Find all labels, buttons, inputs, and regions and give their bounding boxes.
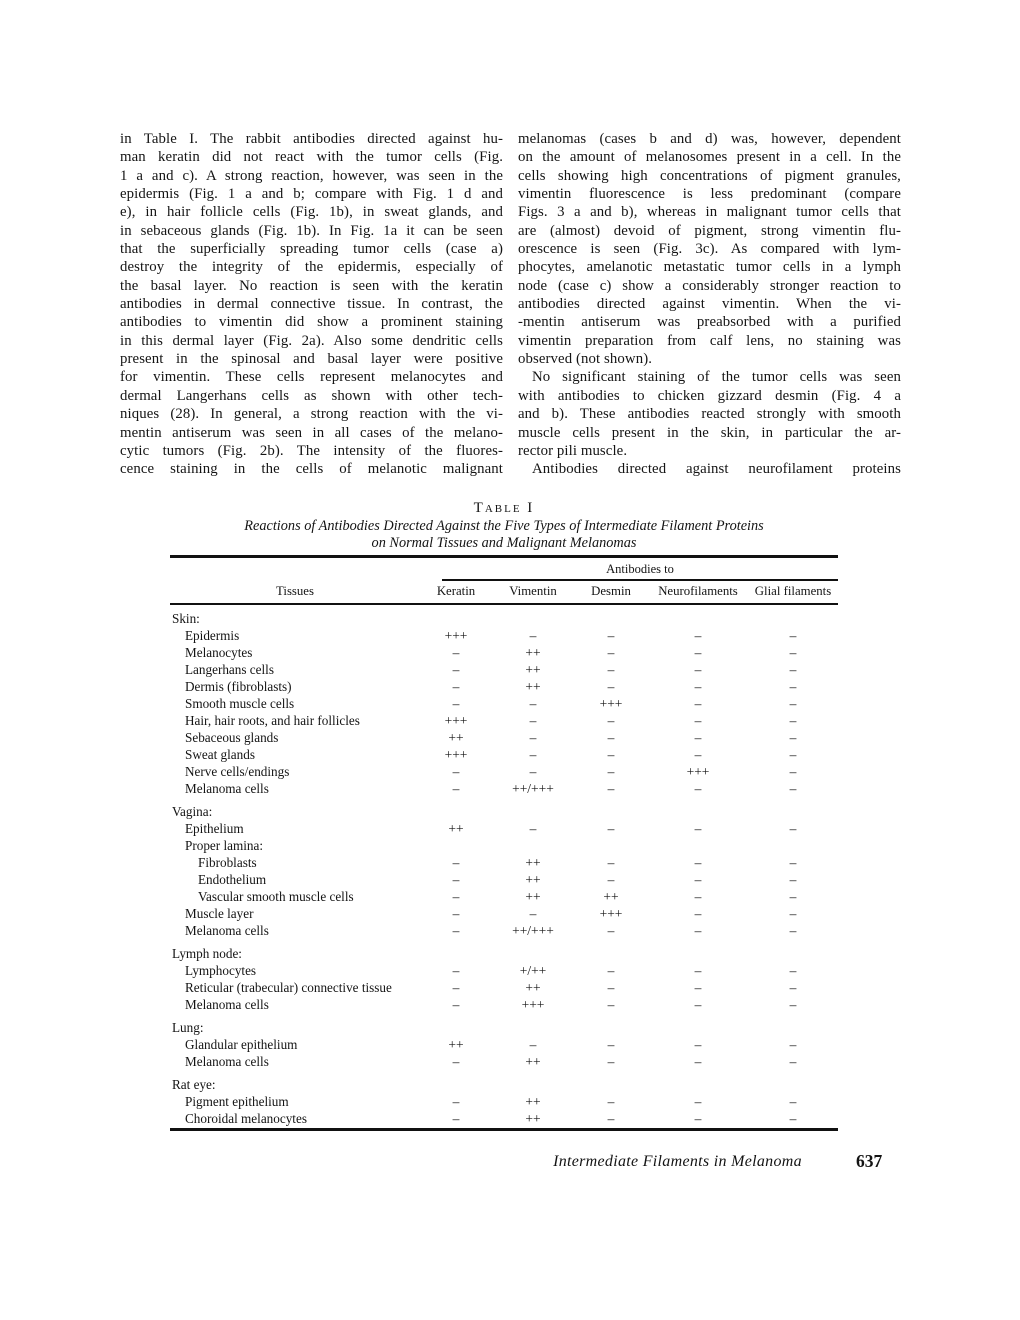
value-cell: – bbox=[607, 821, 615, 836]
tissue-cell: Vascular smooth muscle cells bbox=[198, 889, 354, 904]
value-cell: – bbox=[694, 1037, 702, 1052]
body-text-line: mentin antiserum was seen in all cases of the melano- bbox=[120, 424, 503, 441]
left-column bbox=[120, 130, 503, 479]
body-text-line: Figs. 3 a and b), whereas in malignant tumor cells that bbox=[518, 204, 901, 221]
table-row bbox=[170, 1053, 838, 1070]
table-row bbox=[170, 695, 838, 712]
value-cell: – bbox=[789, 872, 797, 887]
body-text-line: the basal layer. No reaction is seen with the keratin bbox=[120, 277, 503, 294]
tissue-cell: Smooth muscle cells bbox=[185, 696, 295, 711]
value-cell: – bbox=[607, 997, 615, 1012]
value-cell: – bbox=[529, 628, 537, 643]
value-cell: – bbox=[694, 662, 702, 677]
value-cell: – bbox=[452, 872, 460, 887]
value-cell: ++ bbox=[525, 645, 541, 660]
value-cell: – bbox=[529, 730, 537, 745]
value-cell: – bbox=[452, 662, 460, 677]
table-row bbox=[170, 962, 838, 979]
value-cell: – bbox=[607, 963, 615, 978]
value-cell: – bbox=[452, 645, 460, 660]
table-row bbox=[170, 979, 838, 996]
tissue-cell: Dermis (fibroblasts) bbox=[185, 679, 292, 694]
value-cell: – bbox=[789, 1111, 797, 1126]
value-cell: – bbox=[452, 1111, 460, 1126]
value-cell: – bbox=[694, 628, 702, 643]
value-cell: ++ bbox=[525, 1111, 541, 1126]
column-header-keratin: Keratin bbox=[436, 584, 476, 598]
value-cell: – bbox=[789, 662, 797, 677]
column-header-desmin: Desmin bbox=[591, 584, 631, 598]
table-section-label: Skin: bbox=[172, 611, 200, 626]
value-cell: – bbox=[529, 906, 537, 921]
tissue-cell: Lymphocytes bbox=[185, 963, 257, 978]
table-row bbox=[170, 1093, 838, 1110]
value-cell: – bbox=[694, 997, 702, 1012]
value-cell: – bbox=[694, 781, 702, 796]
table-subtitle-line1: Reactions of Antibodies Directed Against the Five Types of Intermediate Filament Proteins bbox=[244, 518, 764, 534]
table-row bbox=[170, 922, 838, 939]
value-cell: – bbox=[452, 923, 460, 938]
body-text bbox=[120, 130, 901, 479]
body-text-line: that the superficially spreading tumor cells (case a) bbox=[120, 241, 503, 258]
value-cell: – bbox=[529, 1037, 537, 1052]
value-cell: – bbox=[694, 713, 702, 728]
tissue-cell: Melanoma cells bbox=[185, 1054, 269, 1069]
value-cell: – bbox=[789, 1054, 797, 1069]
table-row bbox=[170, 996, 838, 1013]
body-text-line: 1 a and c). A strong reaction, however, was seen in the bbox=[120, 167, 503, 184]
tissue-cell: Sweat glands bbox=[185, 747, 255, 762]
value-cell: ++ bbox=[448, 821, 464, 836]
body-text-line: with antibodies to chicken gizzard desmin (Fig. 4 a bbox=[518, 387, 901, 404]
value-cell: – bbox=[452, 1094, 460, 1109]
table-row bbox=[170, 888, 838, 905]
body-text-line: destroy the integrity of the epidermis, especially of bbox=[120, 259, 503, 276]
value-cell: – bbox=[452, 855, 460, 870]
value-cell: – bbox=[694, 747, 702, 762]
body-text-line: cytic tumors (Fig. 2b). The intensity of the fluores- bbox=[120, 442, 503, 459]
value-cell: – bbox=[452, 764, 460, 779]
value-cell: – bbox=[694, 821, 702, 836]
tissue-cell: Sebaceous glands bbox=[185, 730, 279, 745]
value-cell: – bbox=[789, 855, 797, 870]
value-cell: ++/+++ bbox=[512, 781, 554, 796]
value-cell: – bbox=[529, 696, 537, 711]
value-cell: ++ bbox=[525, 662, 541, 677]
tissue-cell: Langerhans cells bbox=[185, 662, 274, 677]
value-cell: – bbox=[607, 764, 615, 779]
value-cell: – bbox=[607, 781, 615, 796]
value-cell: +++ bbox=[444, 713, 468, 728]
body-text-line: are (almost) devoid of pigment, strong vimentin flu- bbox=[518, 222, 901, 239]
body-text-line: vimentin preparation from calf lens, no staining was bbox=[518, 332, 901, 349]
value-cell: – bbox=[694, 1054, 702, 1069]
value-cell: – bbox=[607, 1111, 615, 1126]
value-cell: – bbox=[789, 696, 797, 711]
body-text-line: phocytes, amelanotic metastatic tumor cells in a lymph bbox=[518, 259, 901, 276]
table-subtitle bbox=[170, 518, 838, 552]
value-cell: ++/+++ bbox=[512, 923, 554, 938]
body-text-line: melanomas (cases b and d) was, however, dependent bbox=[518, 131, 901, 147]
body-text-line: on the amount of melanosomes present in a cell. In the bbox=[518, 149, 901, 166]
value-cell: – bbox=[607, 679, 615, 694]
table-row bbox=[170, 763, 838, 780]
value-cell: – bbox=[452, 781, 460, 796]
table-row bbox=[170, 644, 838, 661]
value-cell: ++ bbox=[525, 872, 541, 887]
tissue-cell: Endothelium bbox=[198, 872, 267, 887]
body-text-line: cence staining in the cells of melanotic malignant bbox=[120, 461, 503, 478]
tissue-cell: Nerve cells/endings bbox=[185, 764, 290, 779]
table-row bbox=[170, 1110, 838, 1127]
value-cell: – bbox=[694, 855, 702, 870]
body-text-line: in Table I. The rabbit antibodies directed against hu- bbox=[120, 131, 503, 147]
value-cell: – bbox=[607, 872, 615, 887]
table-section-label-row bbox=[170, 1076, 838, 1093]
tissue-cell: Epidermis bbox=[185, 628, 240, 643]
value-cell: – bbox=[789, 730, 797, 745]
tissue-cell: Muscle layer bbox=[185, 906, 254, 921]
value-cell: ++ bbox=[525, 1054, 541, 1069]
tissue-cell: Glandular epithelium bbox=[185, 1037, 298, 1052]
body-text-line: present in the spinosal and basal layer were positive bbox=[120, 351, 503, 368]
value-cell: – bbox=[789, 628, 797, 643]
value-cell: – bbox=[694, 730, 702, 745]
table-section bbox=[170, 610, 838, 797]
value-cell: +++ bbox=[599, 906, 623, 921]
body-text-line: dermal Langerhans cells as shown with other tech- bbox=[120, 387, 503, 404]
body-text-line: -mentin antiserum was preabsorbed with a purified bbox=[518, 314, 901, 331]
value-cell: +/++ bbox=[519, 963, 547, 978]
body-text-line: man keratin did not react with the tumor cells (Fig. bbox=[120, 149, 503, 166]
value-cell: – bbox=[452, 1054, 460, 1069]
value-cell: – bbox=[452, 679, 460, 694]
value-cell: – bbox=[789, 980, 797, 995]
table-caption bbox=[170, 500, 838, 552]
value-cell: – bbox=[529, 713, 537, 728]
value-cell: – bbox=[694, 872, 702, 887]
value-cell: – bbox=[694, 679, 702, 694]
value-cell: ++ bbox=[525, 679, 541, 694]
table-row bbox=[170, 780, 838, 797]
body-text-line: Antibodies directed against neurofilament proteins bbox=[532, 461, 901, 478]
tissue-cell: Melanocytes bbox=[185, 645, 253, 660]
value-cell: – bbox=[607, 1094, 615, 1109]
value-cell: – bbox=[789, 679, 797, 694]
body-text-line: antibodies directed against vimentin. When the vi- bbox=[518, 296, 901, 313]
value-cell: – bbox=[789, 764, 797, 779]
body-text-line: niques (28). In general, a strong reaction with the vi- bbox=[120, 406, 503, 423]
body-text-line: vimentin fluorescence is less predominant (compare bbox=[518, 186, 901, 203]
value-cell: – bbox=[789, 1037, 797, 1052]
body-text-line: node (case c) show a considerably stronger reaction to bbox=[518, 277, 901, 294]
table-section bbox=[170, 803, 838, 939]
column-header-vimentin: Vimentin bbox=[509, 584, 557, 598]
value-cell: – bbox=[452, 889, 460, 904]
value-cell: +++ bbox=[521, 997, 545, 1012]
value-cell: – bbox=[607, 713, 615, 728]
value-cell: – bbox=[452, 980, 460, 995]
body-text-line: antibodies in dermal connective tissue. In contrast, the bbox=[120, 296, 503, 313]
value-cell: +++ bbox=[444, 747, 468, 762]
body-text-line: antibodies to vimentin did show a prominent staining bbox=[120, 314, 503, 331]
value-cell: – bbox=[607, 645, 615, 660]
column-header-neurofilaments: Neurofilaments bbox=[658, 584, 738, 598]
value-cell: – bbox=[529, 764, 537, 779]
value-cell: – bbox=[529, 747, 537, 762]
tissue-cell: Choroidal melanocytes bbox=[185, 1111, 307, 1126]
value-cell: – bbox=[789, 1094, 797, 1109]
table-section-label-row bbox=[170, 1019, 838, 1036]
tissue-cell: Melanoma cells bbox=[185, 781, 269, 796]
tissue-cell: Pigment epithelium bbox=[185, 1094, 289, 1109]
column-header-glial-filaments: Glial filaments bbox=[754, 584, 832, 598]
value-cell: – bbox=[789, 963, 797, 978]
table-row bbox=[170, 1036, 838, 1053]
value-cell: ++ bbox=[525, 980, 541, 995]
value-cell: – bbox=[694, 645, 702, 660]
value-cell: – bbox=[607, 730, 615, 745]
table-section bbox=[170, 945, 838, 1013]
value-cell: – bbox=[694, 963, 702, 978]
table-bottom-rule bbox=[170, 1128, 838, 1131]
table-row bbox=[170, 820, 838, 837]
value-cell: – bbox=[607, 980, 615, 995]
table-body bbox=[170, 610, 838, 1127]
table-row bbox=[170, 678, 838, 695]
body-text-line: observed (not shown). bbox=[518, 351, 653, 368]
table-section bbox=[170, 1076, 838, 1127]
value-cell: – bbox=[607, 662, 615, 677]
body-text-line: cells showing high concentrations of pigment granules, bbox=[518, 167, 901, 184]
table-section-label: Rat eye: bbox=[172, 1077, 216, 1092]
value-cell: ++ bbox=[525, 1094, 541, 1109]
table-section-label-row bbox=[170, 610, 838, 627]
table-section-label: Lung: bbox=[172, 1020, 204, 1035]
body-text-line: orescence is seen (Fig. 3c). As compared with lym- bbox=[518, 241, 901, 258]
tissue-cell: Melanoma cells bbox=[185, 997, 269, 1012]
value-cell: – bbox=[789, 923, 797, 938]
value-cell: – bbox=[789, 997, 797, 1012]
value-cell: – bbox=[789, 821, 797, 836]
body-text-line: for vimentin. These cells represent melanocytes and bbox=[120, 369, 503, 386]
value-cell: – bbox=[789, 781, 797, 796]
value-cell: – bbox=[694, 1111, 702, 1126]
value-cell: ++ bbox=[525, 889, 541, 904]
value-cell: – bbox=[607, 747, 615, 762]
table-section-label: Lymph node: bbox=[172, 946, 242, 961]
value-cell: +++ bbox=[686, 764, 710, 779]
table-1 bbox=[170, 500, 838, 1131]
table-row bbox=[170, 905, 838, 922]
value-cell: – bbox=[529, 821, 537, 836]
body-text-line: in this dermal layer (Fig. 2a). Also some dendritic cells bbox=[120, 332, 503, 349]
table-subtitle-line2: on Normal Tissues and Malignant Melanomas bbox=[371, 535, 637, 551]
value-cell: – bbox=[694, 1094, 702, 1109]
table-row bbox=[170, 729, 838, 746]
value-cell: – bbox=[789, 645, 797, 660]
table-section bbox=[170, 1019, 838, 1070]
value-cell: – bbox=[607, 628, 615, 643]
value-cell: – bbox=[789, 713, 797, 728]
antibodies-to-header: Antibodies to bbox=[442, 558, 838, 581]
value-cell: – bbox=[789, 906, 797, 921]
value-cell: – bbox=[694, 980, 702, 995]
value-cell: – bbox=[607, 1054, 615, 1069]
tissue-cell: Reticular (trabecular) connective tissue bbox=[185, 980, 392, 995]
running-title: Intermediate Filaments in Melanoma bbox=[553, 1153, 802, 1170]
value-cell: – bbox=[607, 923, 615, 938]
page-number: 637 bbox=[856, 1151, 883, 1171]
table-row bbox=[170, 712, 838, 729]
body-text-line: e), in hair follicle cells (Fig. 1b), in sweat glands, and bbox=[120, 204, 503, 221]
value-cell: – bbox=[452, 997, 460, 1012]
table-section-label-row bbox=[170, 803, 838, 820]
body-text-line: in sebaceous glands (Fig. 1b). In Fig. 1a it can be seen bbox=[120, 222, 503, 239]
body-text-line: rector pili muscle. bbox=[518, 442, 628, 459]
value-cell: – bbox=[452, 906, 460, 921]
tissue-cell: Proper lamina: bbox=[185, 838, 264, 853]
value-cell: +++ bbox=[444, 628, 468, 643]
tissue-cell: Fibroblasts bbox=[198, 855, 257, 870]
value-cell: ++ bbox=[448, 730, 464, 745]
table-header-row bbox=[170, 581, 838, 605]
tissue-cell: Epithelium bbox=[185, 821, 244, 836]
value-cell: – bbox=[607, 1037, 615, 1052]
table-section-label: Vagina: bbox=[172, 804, 213, 819]
table-row bbox=[170, 837, 838, 854]
tissue-cell: Hair, hair roots, and hair follicles bbox=[185, 713, 360, 728]
value-cell: ++ bbox=[603, 889, 619, 904]
table-section-label-row bbox=[170, 945, 838, 962]
table-row bbox=[170, 661, 838, 678]
value-cell: – bbox=[694, 696, 702, 711]
table-row bbox=[170, 871, 838, 888]
value-cell: ++ bbox=[525, 855, 541, 870]
value-cell: – bbox=[694, 889, 702, 904]
body-text-line: and b). These antibodies reacted strongly with smooth bbox=[518, 406, 901, 423]
table-row bbox=[170, 746, 838, 763]
body-text-line: No significant staining of the tumor cells was seen bbox=[532, 369, 901, 386]
value-cell: – bbox=[452, 696, 460, 711]
value-cell: – bbox=[694, 906, 702, 921]
body-text-line: epidermis (Fig. 1 a and b; compare with Fig. 1 d and bbox=[120, 186, 503, 203]
table-row bbox=[170, 627, 838, 644]
table-title: Table I bbox=[473, 500, 535, 516]
tissue-cell: Melanoma cells bbox=[185, 923, 269, 938]
value-cell: – bbox=[607, 855, 615, 870]
value-cell: – bbox=[789, 889, 797, 904]
right-column bbox=[518, 130, 901, 479]
value-cell: +++ bbox=[599, 696, 623, 711]
value-cell: ++ bbox=[448, 1037, 464, 1052]
value-cell: – bbox=[789, 747, 797, 762]
column-header-tissues: Tissues bbox=[276, 584, 314, 598]
value-cell: – bbox=[452, 963, 460, 978]
body-text-line: muscle cells present in the skin, in particular the ar- bbox=[518, 424, 901, 441]
value-cell: – bbox=[694, 923, 702, 938]
table-row bbox=[170, 854, 838, 871]
